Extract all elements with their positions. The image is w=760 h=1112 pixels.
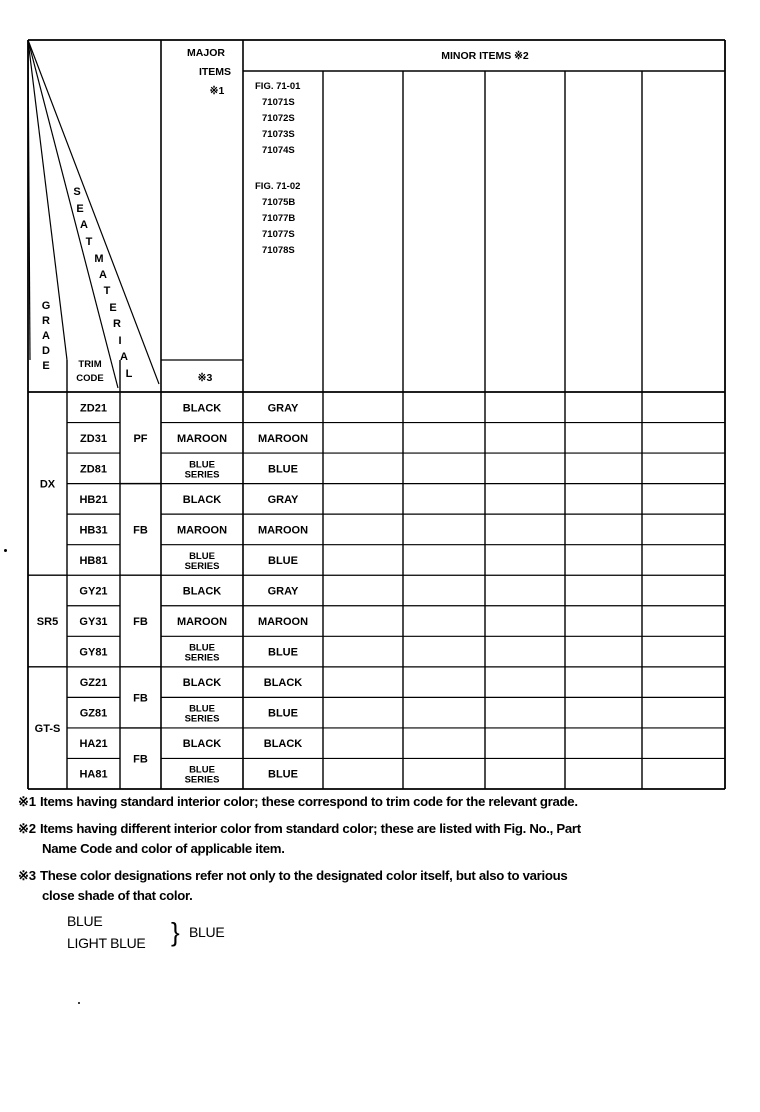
- minor-item-cell: GRAY: [267, 493, 299, 506]
- note-3: [18, 866, 738, 906]
- grade-label-letter: G: [41, 300, 51, 312]
- figure-number: FIG. 71-01: [255, 81, 301, 92]
- minor-item-cell: MAROON: [257, 524, 309, 537]
- part-code: 71078S: [262, 245, 295, 256]
- footnotes: [18, 792, 738, 955]
- note-1: [18, 792, 738, 812]
- trim-code-cell: GY31: [79, 616, 108, 629]
- minor-item-cell: BLUE: [268, 646, 298, 659]
- legend-item-light-blue: LIGHT BLUE: [67, 935, 146, 951]
- minor-item-cell: BLUE: [268, 768, 298, 781]
- note-mark: ※3: [18, 868, 36, 883]
- grade-label-letter: E: [42, 360, 50, 372]
- minor-item-cell: MAROON: [257, 616, 309, 629]
- grade-label-letter: R: [42, 315, 50, 327]
- major-item-cell: BLUE: [189, 550, 215, 562]
- part-code: 71077B: [262, 213, 296, 224]
- seat-material-label-letter: T: [85, 236, 93, 248]
- speck-mark: [78, 1002, 80, 1004]
- grade-label-letter: D: [42, 345, 50, 357]
- part-code: 71077S: [262, 229, 295, 240]
- table-header: [42, 47, 529, 384]
- major-item-cell: SERIES: [184, 560, 220, 572]
- minor-item-cell: MAROON: [257, 432, 309, 445]
- trim-code-cell: ZD21: [80, 402, 107, 415]
- minor-item-cell: GRAY: [267, 585, 299, 598]
- note-mark: ※1: [18, 794, 36, 809]
- seat-material-label-letter: E: [76, 203, 84, 215]
- seat-material-label-letter: A: [80, 219, 88, 231]
- note-text: These color designations refer not only to the designated color itself, but also to various: [40, 868, 568, 883]
- trim-code-cell: GZ81: [79, 707, 108, 720]
- seat-material-label-letter: L: [125, 368, 133, 380]
- major-item-cell: MAROON: [176, 432, 228, 445]
- diagonal-line: [28, 40, 67, 360]
- minor-item-cell: BLUE: [268, 707, 298, 720]
- trim-code-cell: GZ21: [79, 677, 108, 690]
- trim-code-cell: HB21: [79, 493, 108, 506]
- trim-code-cell: GY21: [79, 585, 108, 598]
- seat-material-label-letter: R: [113, 318, 121, 330]
- major-item-cell: BLUE: [189, 764, 215, 776]
- note-mark: ※2: [18, 821, 36, 836]
- major-item-cell: SERIES: [184, 713, 220, 725]
- major-item-cell: SERIES: [184, 652, 220, 664]
- trim-code-label: CODE: [76, 373, 104, 384]
- note-text: Items having standard interior color; these correspond to trim code for the relevant grade.: [40, 794, 578, 809]
- minor-item-cell: BLACK: [263, 677, 303, 690]
- trim-code-cell: GY81: [79, 646, 108, 659]
- major-item-cell: MAROON: [176, 616, 228, 629]
- seat-material-label-letter: T: [103, 285, 111, 297]
- part-code: 71074S: [262, 145, 295, 156]
- trim-code-cell: ZD81: [80, 463, 107, 476]
- part-code: 71072S: [262, 113, 295, 124]
- grade-cell: DX: [39, 478, 56, 491]
- major-item-cell: BLACK: [182, 402, 222, 415]
- major-item-cell: BLUE: [189, 642, 215, 654]
- note-2: [18, 819, 738, 859]
- legend-item-blue: BLUE: [67, 913, 103, 929]
- figure-number: FIG. 71-02: [255, 181, 301, 192]
- part-code: 71071S: [262, 97, 295, 108]
- seat-material-label-letter: A: [99, 269, 107, 281]
- seat-material-label-letter: S: [73, 186, 81, 198]
- color-legend: [67, 911, 738, 955]
- seat-material-cell: FB: [133, 753, 148, 766]
- minor-item-cell: BLACK: [263, 738, 303, 751]
- table-grid: [28, 40, 725, 789]
- part-code: 71073S: [262, 129, 295, 140]
- seat-material-cell: FB: [133, 616, 148, 629]
- trim-code-cell: HA21: [79, 738, 108, 751]
- minor-item-cell: BLUE: [268, 554, 298, 567]
- major-item-cell: BLACK: [182, 585, 222, 598]
- trim-code-cell: HA81: [79, 768, 108, 781]
- trim-code-cell: ZD31: [80, 432, 107, 445]
- minor-item-cell: BLUE: [268, 463, 298, 476]
- part-code: 71075B: [262, 197, 296, 208]
- seat-material-label-letter: I: [118, 335, 122, 347]
- note-text-cont: close shade of that color.: [42, 888, 193, 903]
- major-item-cell: BLACK: [182, 738, 222, 751]
- seat-material-cell: FB: [133, 524, 148, 537]
- grade-label-letter: A: [42, 330, 50, 342]
- grade-cell: SR5: [36, 616, 59, 629]
- major-item-cell: SERIES: [184, 774, 220, 786]
- seat-material-cell: FB: [133, 692, 148, 705]
- seat-material-label-letter: A: [120, 351, 128, 363]
- note-text: Items having different interior color from standard color; these are listed with Fig. No., Part: [40, 821, 581, 836]
- note-text-cont: Name Code and color of applicable item.: [42, 841, 285, 856]
- legend-result: BLUE: [189, 924, 225, 940]
- major-items-label: ITEMS: [198, 66, 232, 78]
- trim-code-label: TRIM: [78, 359, 102, 370]
- minor-items-label: MINOR ITEMS ※2: [441, 50, 529, 62]
- trim-code-cell: HB81: [79, 554, 108, 567]
- major-item-cell: SERIES: [184, 469, 220, 481]
- major-item-cell: BLUE: [189, 703, 215, 715]
- speck-mark: [4, 549, 7, 552]
- seat-material-label-letter: E: [109, 302, 117, 314]
- trim-code-cell: HB31: [79, 524, 108, 537]
- major-items-mark: ※1: [209, 85, 225, 97]
- minor-item-cell: GRAY: [267, 402, 299, 415]
- mark3-label: ※3: [197, 372, 213, 384]
- major-item-cell: BLACK: [182, 493, 222, 506]
- major-item-cell: BLUE: [189, 459, 215, 471]
- major-item-cell: BLACK: [182, 677, 222, 690]
- brace-icon: }: [171, 917, 180, 947]
- major-items-label: MAJOR: [187, 47, 225, 59]
- major-item-cell: MAROON: [176, 524, 228, 537]
- seat-material-label-letter: M: [94, 253, 104, 265]
- seat-material-cell: PF: [133, 432, 148, 445]
- grade-cell: GT-S: [34, 722, 61, 735]
